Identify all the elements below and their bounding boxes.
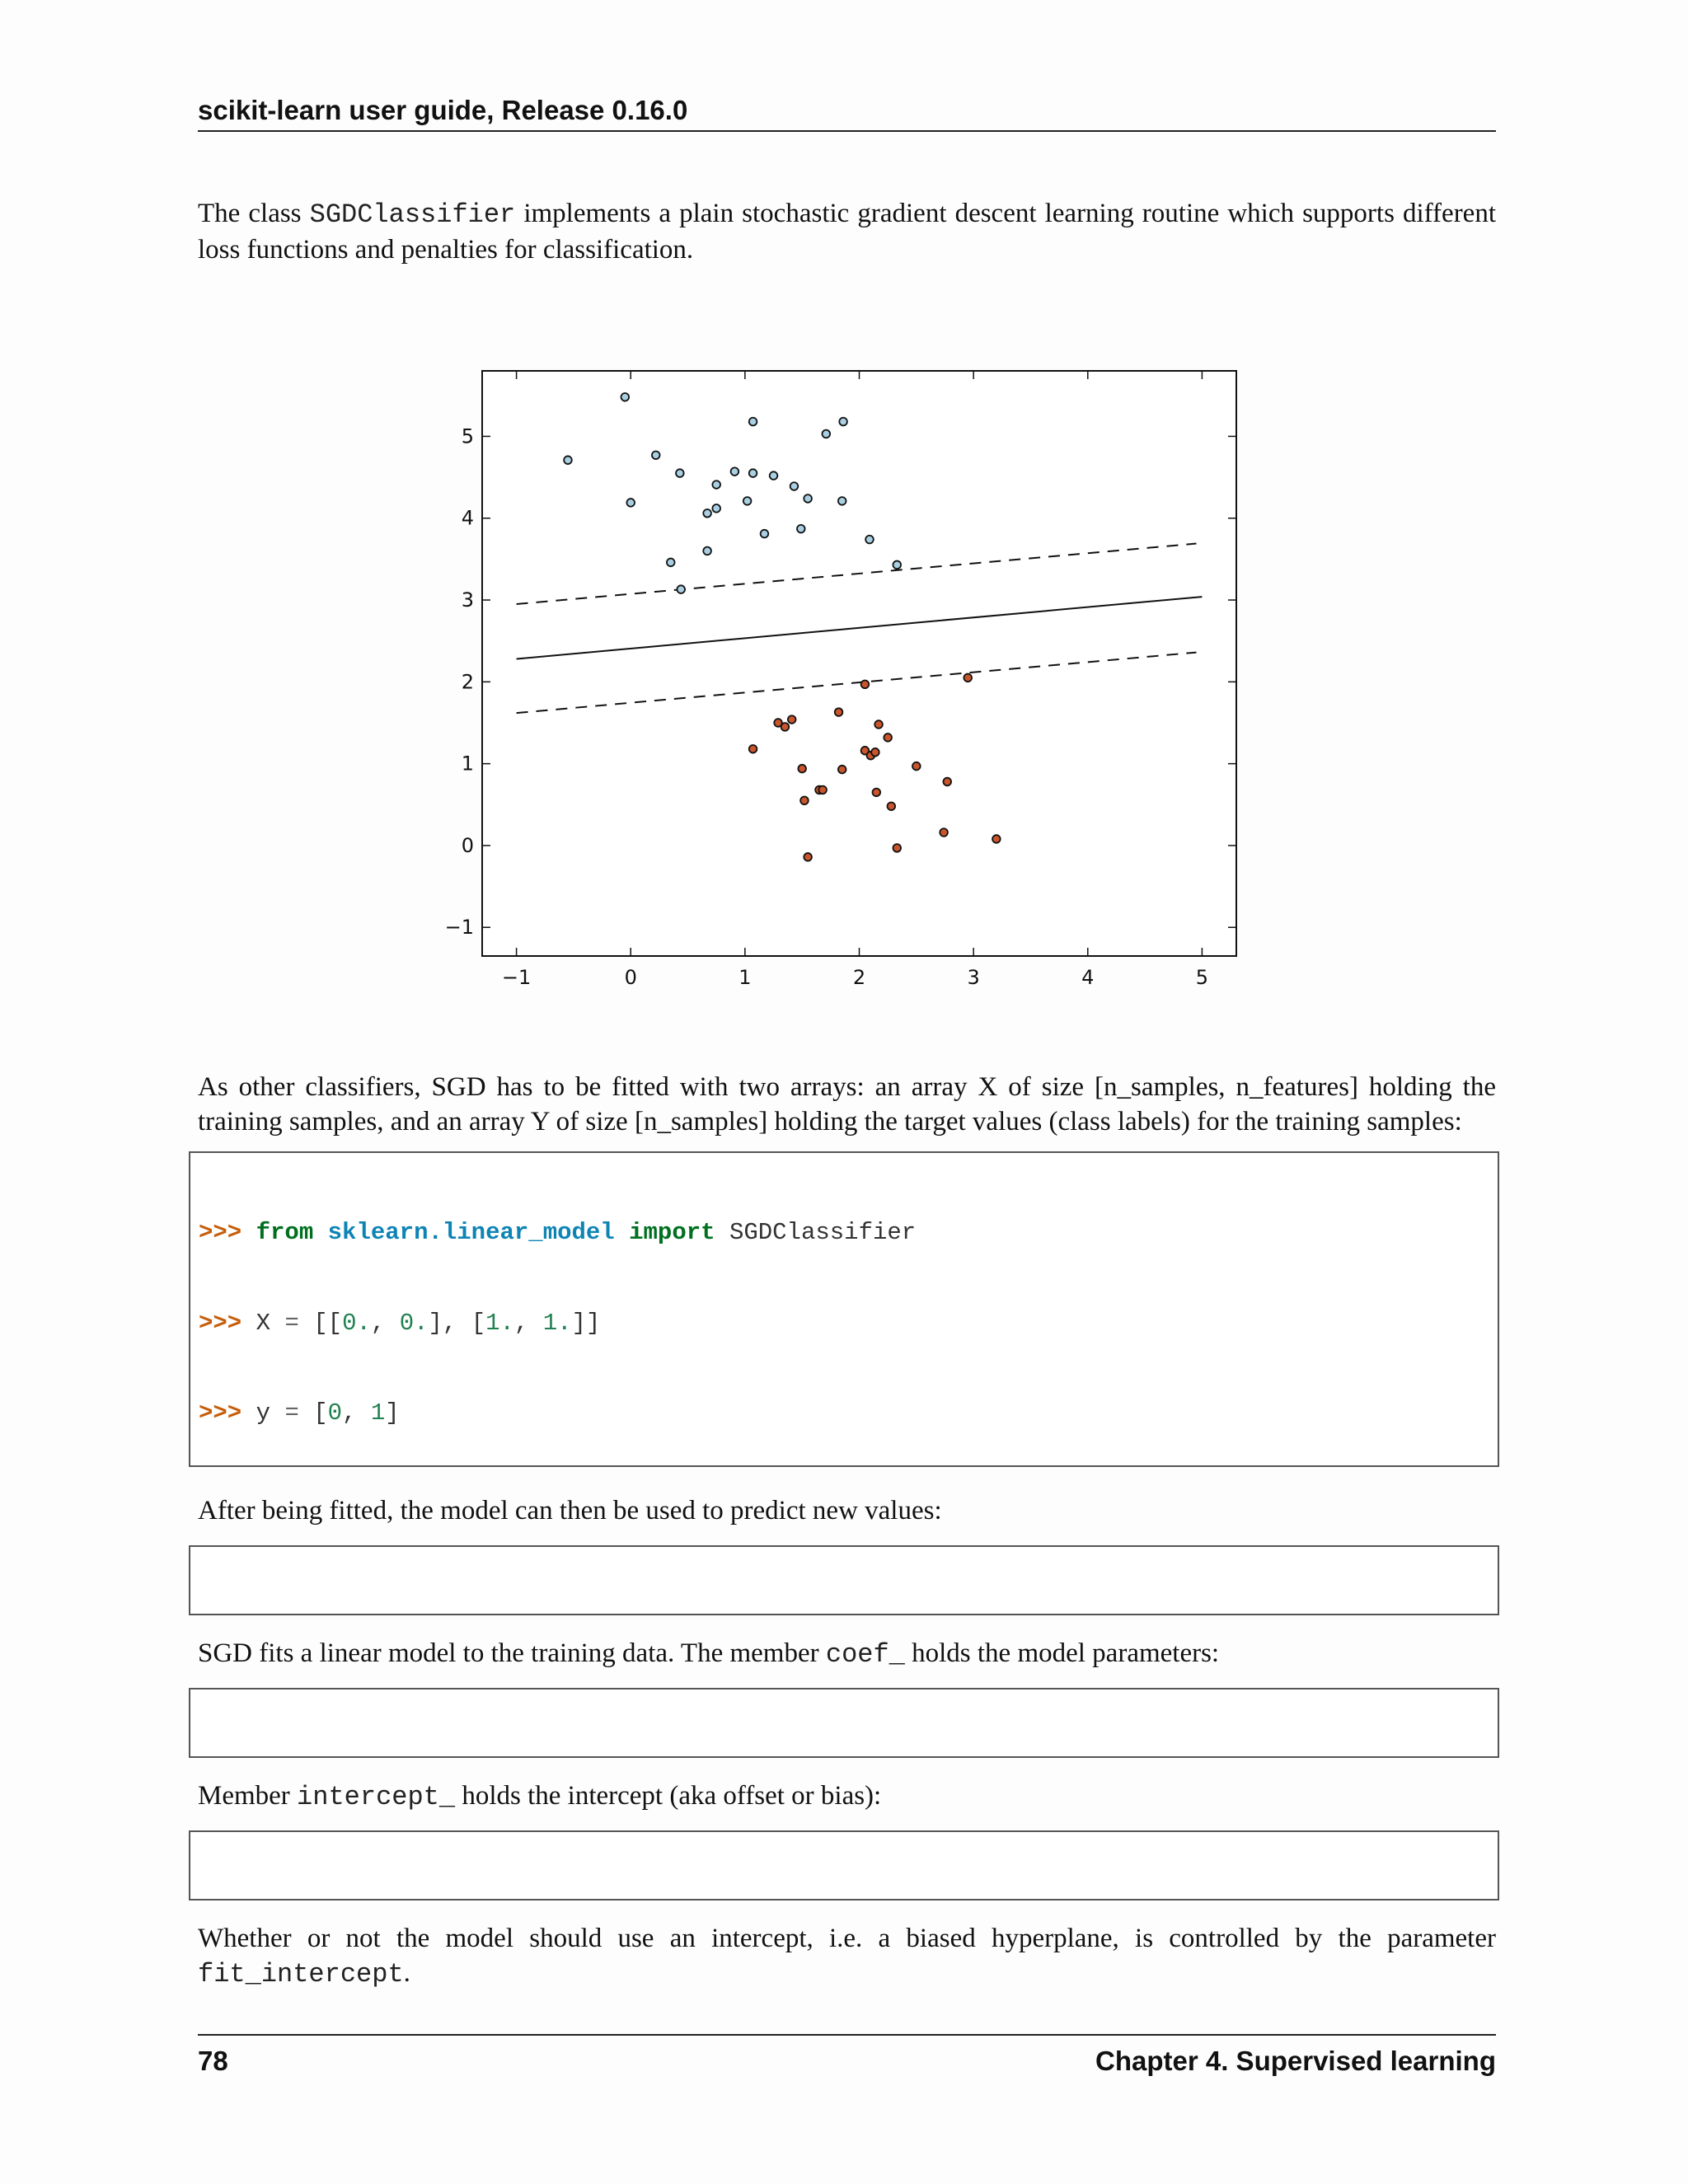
class-1-point (788, 715, 796, 724)
class-1-point (992, 835, 1001, 843)
class-0-point (838, 497, 846, 505)
code-line (199, 1755, 1489, 1758)
intercept-paragraph: Member intercept_ holds the intercept (aka offset or bias): (198, 1781, 882, 1812)
class-1-point (940, 828, 948, 837)
class-0-point (770, 471, 778, 480)
class-1-point (749, 745, 757, 753)
scatter-chart (429, 350, 1253, 993)
class-1-point (874, 720, 883, 729)
class-1-point (804, 853, 812, 861)
class-1-point (884, 733, 892, 742)
class-1-point (893, 844, 901, 852)
y-tick-label: 2 (461, 670, 474, 694)
code-line: >>> from sklearn.linear_model import SGDClassifier (199, 1219, 917, 1246)
class-0-point (749, 469, 757, 477)
class-0-point (676, 469, 684, 477)
x-tick-label: 1 (738, 966, 752, 989)
class-0-point (667, 559, 675, 567)
y-tick-label: 4 (461, 506, 474, 530)
class-0-point (749, 418, 757, 426)
page-footer (198, 2034, 1496, 2077)
class-1-point (798, 765, 806, 773)
code-line: >>> y = [0, 1] (199, 1399, 400, 1427)
code-block-intercept (189, 1830, 1499, 1900)
class-1-point (781, 723, 790, 731)
class-0-point (790, 482, 799, 490)
class-0-point (564, 456, 572, 464)
class-1-point (818, 786, 827, 794)
class-0-point (652, 451, 660, 459)
inline-code-sgdclassifier: SGDClassifier (309, 199, 516, 230)
code-block-fit (189, 1151, 1499, 1467)
inline-code-fit-intercept: fit_intercept (198, 1959, 404, 1990)
class-1-point (964, 674, 972, 682)
class-0-point (804, 494, 812, 503)
class-0-point (703, 547, 711, 555)
class-1-point (888, 802, 896, 810)
class-1-point (872, 789, 880, 797)
x-tick-label: 2 (852, 966, 866, 989)
code-block-predict (189, 1545, 1499, 1615)
x-tick-label: 5 (1195, 966, 1209, 989)
class-0-point (839, 418, 847, 426)
y-tick-label: 0 (461, 833, 474, 857)
x-tick-label: −1 (501, 966, 532, 989)
class-0-point (677, 585, 685, 593)
class-0-point (865, 536, 874, 544)
inline-code-intercept: intercept_ (297, 1782, 456, 1812)
coef-paragraph: SGD fits a linear model to the training data. The member coef_ holds the model parameters: (198, 1638, 1220, 1670)
class-0-point (731, 467, 739, 476)
x-tick-label: 4 (1081, 966, 1095, 989)
code-block-coef (189, 1688, 1499, 1758)
page-number: 78 (198, 2046, 228, 2076)
class-0-point (797, 525, 805, 533)
x-tick-label: 0 (624, 966, 637, 989)
inline-code-coef: coef_ (825, 1639, 905, 1670)
code-line: >>> X = [[0., 0.], [1., 1.]] (199, 1309, 601, 1337)
class-0-point (621, 393, 629, 401)
fit-intercept-paragraph: Whether or not the model should use an intercept, i.e. a biased hyperplane, is controlled by the parameter fit_intercept. (198, 1924, 1496, 1990)
sgd-separating-hyperplane-figure (429, 350, 1253, 993)
class-0-point (626, 499, 635, 507)
class-1-point (943, 778, 951, 786)
class-1-point (838, 766, 846, 774)
class-1-point (871, 748, 879, 757)
class-0-point (761, 530, 769, 538)
fit-paragraph: As other classifiers, SGD has to be fitted with two arrays: an array X of size [n_samples, n_features] holding the training samples, and an array Y of size [n_samples] holding the target values (class labels) for the training samples: (198, 1072, 1496, 1137)
class-1-point (800, 797, 809, 805)
y-tick-label: 5 (461, 424, 474, 448)
class-1-point (861, 681, 870, 689)
class-0-point (703, 509, 711, 518)
class-0-point (893, 561, 901, 569)
code-line (199, 1612, 1489, 1615)
predict-paragraph: After being fitted, the model can then be used to predict new values: (198, 1496, 942, 1526)
class-0-point (743, 497, 752, 505)
y-tick-label: 3 (461, 588, 474, 612)
running-header (198, 91, 1496, 132)
y-tick-label: 1 (461, 752, 474, 776)
header-title: scikit-learn user guide, Release 0.16.0 (198, 95, 688, 125)
x-tick-label: 3 (967, 966, 980, 989)
intro-paragraph: The class SGDClassifier implements a plain stochastic gradient descent learning routine which supports different loss functions and penalties for classification. (198, 199, 1496, 265)
class-0-point (712, 504, 720, 513)
class-0-point (712, 480, 720, 489)
class-0-point (822, 430, 830, 438)
plot-frame (482, 371, 1236, 956)
y-tick-label: −1 (444, 916, 474, 940)
chapter-title: Chapter 4. Supervised learning (1095, 2046, 1496, 2076)
class-1-point (912, 762, 921, 771)
code-line (199, 1897, 1489, 1900)
class-1-point (835, 708, 843, 716)
